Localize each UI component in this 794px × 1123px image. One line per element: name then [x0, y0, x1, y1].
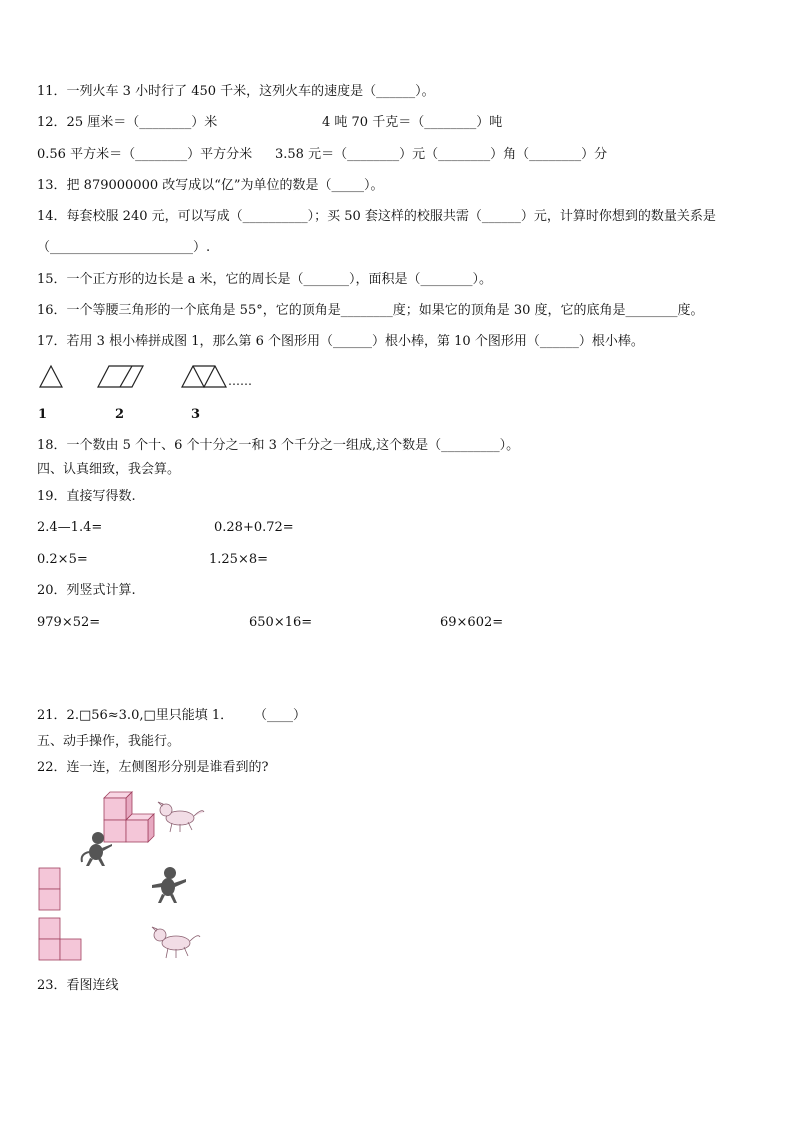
cube-bottom-right	[126, 814, 154, 842]
triangle-figure-3	[182, 366, 226, 387]
question-12-part-a: 12．25 厘米＝（________）米	[37, 115, 218, 130]
calc-19-4: 1.25×8=	[209, 552, 269, 567]
question-14-line-2: （______________________）.	[37, 240, 211, 255]
question-15: 15．一个正方形的边长是 a 米，它的周长是（_______），面积是（________）。	[37, 272, 493, 287]
triangle-figure-2	[98, 366, 143, 387]
cube-top	[104, 792, 132, 820]
question-17: 17．若用 3 根小棒拼成图 1，那么第 6 个图形用（______）根小棒，第 10 个图形用（______）根小棒。	[37, 334, 644, 349]
question-12-part-c: 0.56 平方米＝（________）平方分米	[37, 147, 253, 162]
question-23: 23．看图连线	[37, 978, 119, 993]
question-13: 13．把 879000000 改写成以“亿”为单位的数是（_____）。	[37, 178, 384, 193]
figure-label-2: 2	[115, 407, 125, 422]
question-12-part-d: 3.58 元＝（________）元（________）角（________）分	[275, 147, 608, 162]
calc-19-3: 0.2×5=	[37, 552, 88, 567]
question-20: 20．列竖式计算.	[37, 583, 136, 598]
question-11: 11．一列火车 3 小时行了 450 千米，这列火车的速度是（______）。	[37, 84, 435, 99]
side-view-shape	[37, 916, 85, 964]
figure-label-1: 1	[38, 407, 48, 422]
section-5-heading: 五、动手操作，我能行。	[37, 734, 181, 749]
figure-label-3: 3	[191, 407, 201, 422]
question-22: 22．连一连，左侧图形分别是谁看到的?	[37, 760, 269, 775]
triangle-figure-1	[40, 366, 62, 387]
calc-20-1: 979×52=	[37, 615, 101, 630]
question-21-blank: （____）	[254, 708, 307, 723]
calc-19-2: 0.28+0.72=	[214, 520, 294, 535]
cube-stack-scene	[76, 788, 216, 868]
cube-bottom-left	[104, 820, 126, 842]
question-14-line-1: 14．每套校服 240 元，可以写成（__________）；买 50 套这样的校服共需（______）元，计算时你想到的数量关系是	[37, 209, 716, 224]
question-18: 18．一个数由 5 个十、6 个十分之一和 3 个千分之一组成,这个数是（_________）。	[37, 438, 520, 453]
question-12-part-b: 4 吨 70 千克＝（________）吨	[322, 115, 503, 130]
question-19: 19．直接写得数.	[37, 489, 136, 504]
calc-19-1: 2.4—1.4=	[37, 520, 103, 535]
dog-viewer-top	[158, 802, 204, 832]
monkey-icon	[148, 865, 194, 907]
section-4-heading: 四、认真细致，我会算。	[37, 462, 181, 477]
calc-20-3: 69×602=	[440, 615, 504, 630]
dog-icon	[150, 923, 204, 963]
figure-ellipsis: ……	[228, 374, 252, 388]
question-16: 16．一个等腰三角形的一个底角是 55°，它的顶角是________度；如果它的顶角是 30 度，它的底角是________度。	[37, 303, 704, 318]
front-view-shape	[37, 866, 63, 912]
calc-20-2: 650×16=	[249, 615, 313, 630]
question-21: 21．2.□56≈3.0,□里只能填 1．	[37, 708, 234, 723]
